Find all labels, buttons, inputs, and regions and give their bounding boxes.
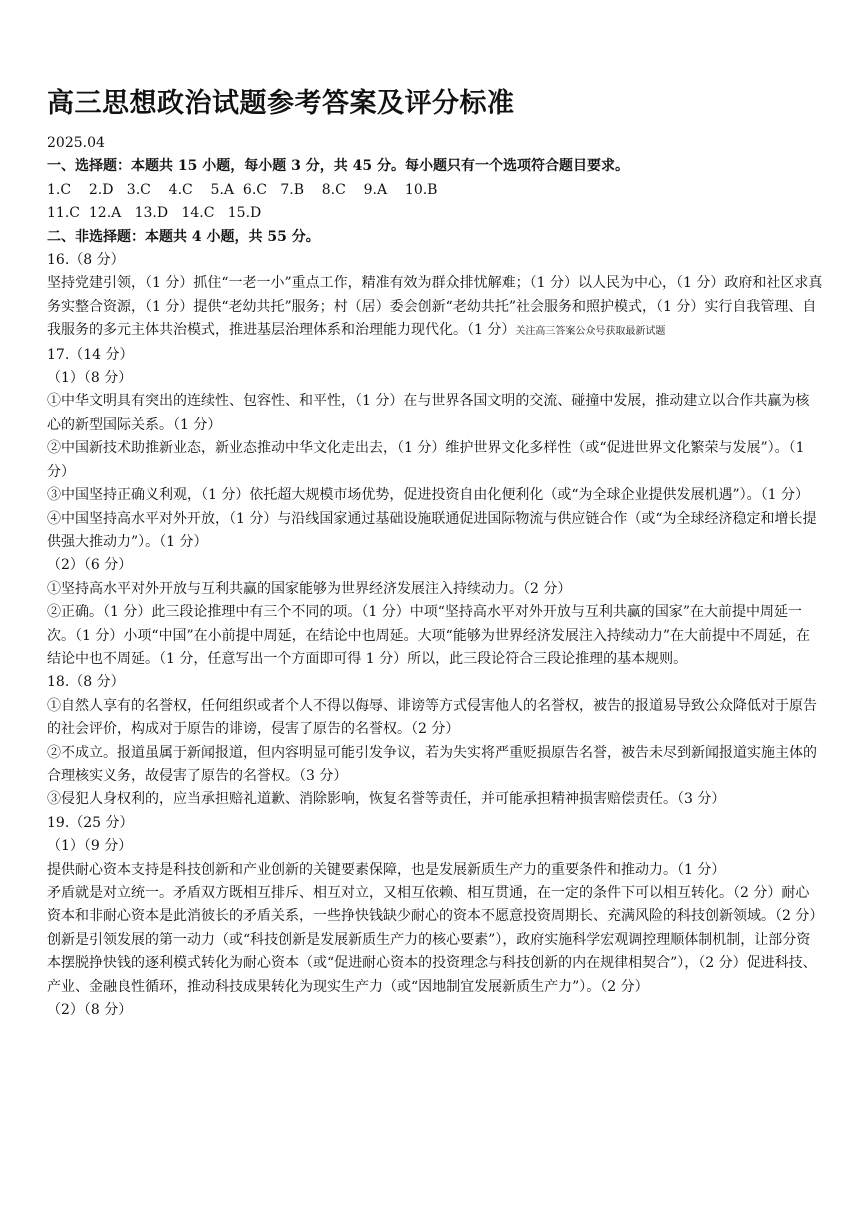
q18-heading: 18.（8 分） [47, 674, 125, 691]
q18-item: ③侵犯人身权利的，应当承担赔礼道歉、消除影响，恢复名誉等责任，并可能承担精神损害赔偿责任。（3 分） [47, 791, 726, 808]
document-date: 2025.04 [47, 135, 105, 151]
q19-paragraph: 矛盾就是对立统一。矛盾双方既相互排斥、相互对立，又相互依赖、相互贯通，在一定的条件下可以相互转化。（2 分）耐心资本和非耐心资本是此消彼长的矛盾关系，一些挣快钱缺少耐心的资本不愿意投资周期长、充满风险的科技创新领域。（2 分） [47, 885, 824, 925]
q16-answer [47, 272, 823, 343]
q17-part1-item: ②中国新技术助推新业态，新业态推动中华文化走出去，（1 分）维护世界文化多样性（或“促进世界文化繁荣与发展”）。（1 分） [47, 440, 810, 480]
q19-heading: 19.（25 分） [47, 814, 134, 831]
q19-part1-heading: （1）（9 分） [47, 838, 133, 855]
q17-part1-item: ③中国坚持正确义利观，（1 分）依托超大规模市场优势，促进投资自由化便利化（或“为全球企业提供发展机遇”）。（1 分） [47, 487, 810, 504]
q19-paragraph: 创新是引领发展的第一动力（或“科技创新是发展新质生产力的核心要素”），政府实施科学宏观调控理顺体制机制，让部分资本摆脱挣快钱的逐利模式转化为耐心资本（或“促进耐心资本的投资理念与科技创新的内在规律相契合”），（2 分）促进科技、产业、金融良性循环，推动科技成果转化为现实生产力（或“因地制宜发展新质生产力”）。（2 分） [47, 931, 817, 995]
document-title: 高三思想政治试题参考答案及评分标准 [47, 88, 515, 119]
q17-part1-heading: （1）（8 分） [47, 370, 133, 387]
q17-part2-heading: （2）（6 分） [47, 557, 133, 574]
answers-row-2: 11.C 12.A 13.D 14.C 15.D [47, 205, 262, 222]
answers-row-1: 1.C 2.D 3.C 4.C 5.A 6.C 7.B 8.C 9.A 10.B [47, 181, 438, 198]
answer-document [47, 86, 823, 1022]
q16-text: 坚持党建引领，（1 分）抓住“一老一小”重点工作，精准有效为群众排忧解难；（1 分）以人民为中心，（1 分）政府和社区求真务实整合资源，（1 分）提供“老幼共托”服务；村（居）委会创新“老幼共托”社会服务和照护模式，（1 分）实行自我管理、自我服务的多元主体共治模式，推进基层治理体系和治理能力现代化。（1 分） [47, 275, 823, 339]
q16-heading: 16.（8 分） [47, 252, 125, 269]
q17-part1-item: ①中华文明具有突出的连续性、包容性、和平性，（1 分）在与世界各国文明的交流、碰撞中发展，推动建立以合作共赢为核心的新型国际关系。（1 分） [47, 393, 810, 433]
q18-item: ①自然人享有的名誉权，任何组织或者个人不得以侮辱、诽谤等方式侵害他人的名誉权，被告的报道易导致公众降低对于原告的社会评价，构成对于原告的诽谤，侵害了原告的名誉权。（2 分） [47, 697, 817, 738]
section2-header: 二、非选择题：本题共 4 小题，共 55 分。 [47, 228, 320, 245]
q18-item: ②不成立。报道虽属于新闻报道，但内容明显可能引发争议，若为失实将严重贬损原告名誉，被告未尽到新闻报道实施主体的合理核实义务，故侵害了原告的名誉权。（3 分） [47, 744, 817, 784]
section1-header: 一、选择题：本题共 15 小题，每小题 3 分，共 45 分。每小题只有一个选项符合题目要求。 [47, 158, 629, 175]
q17-part1-item: ④中国坚持高水平对外开放，（1 分）与沿线国家通过基础设施联通促进国际物流与供应链合作（或“为全球经济稳定和增长提供强大推动力”）。（1 分） [47, 510, 817, 550]
q17-part2-item: ②正确。（1 分）此三段论推理中有三个不同的项。（1 分）中项“坚持高水平对外开放与互利共赢的国家”在大前提中周延一次。（1 分）小项“中国”在小前提中周延，在结论中也周延。大项“能够为世界经济发展注入持续动力”在大前提中不周延，在结论中也不周延。（1 分，任意写出一个方面即可得 1 分）所以，此三段论符合三段论推理的基本规则。 [47, 604, 810, 667]
q16-note: 关注高三答案公众号获取最新试题 [515, 326, 666, 338]
q19-part2-heading: （2）（8 分） [47, 1002, 133, 1019]
q17-part2-item: ①坚持高水平对外开放与互利共赢的国家能够为世界经济发展注入持续动力。（2 分） [47, 580, 572, 597]
q19-paragraph: 提供耐心资本支持是科技创新和产业创新的关键要素保障，也是发展新质生产力的重要条件和推动力。（1 分） [47, 861, 726, 878]
q17-heading: 17.（14 分） [47, 346, 134, 363]
